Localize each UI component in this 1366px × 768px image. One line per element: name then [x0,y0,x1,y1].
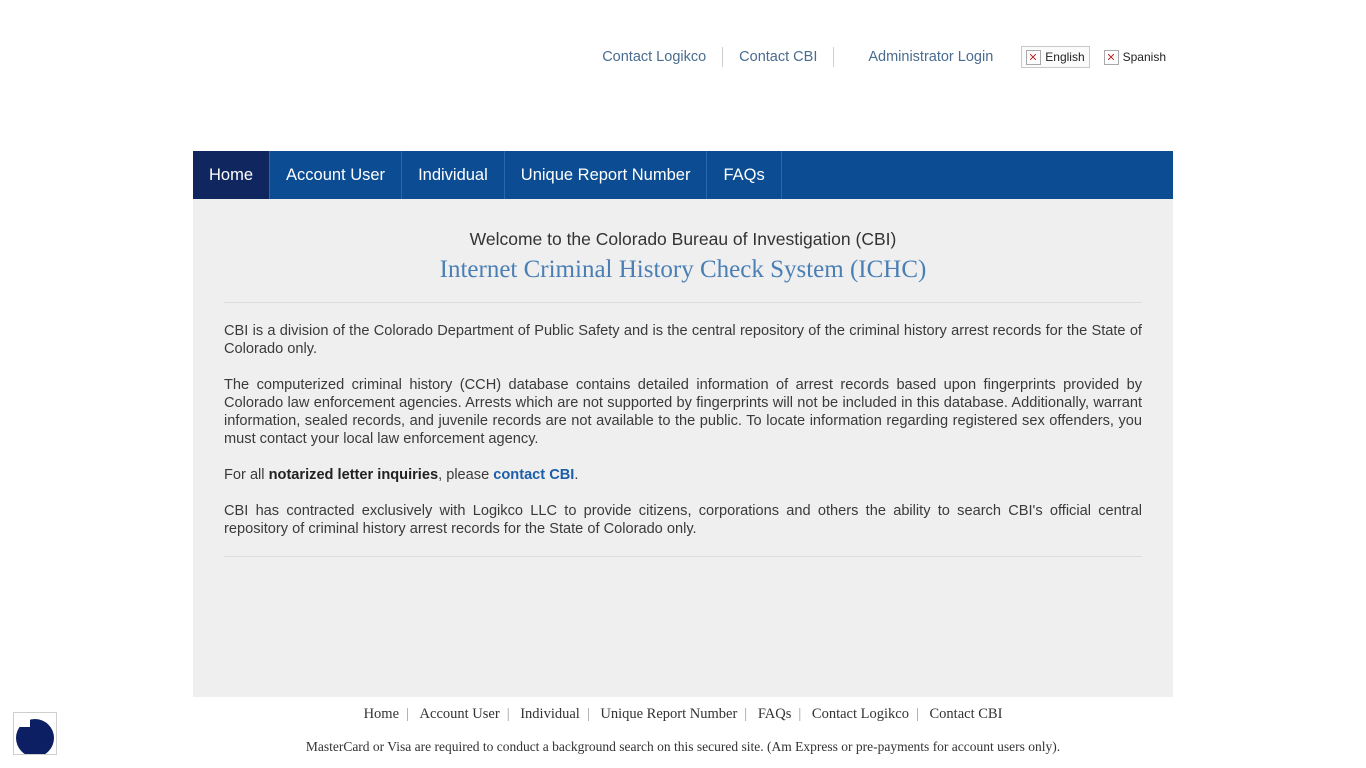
footer-link-individual[interactable]: Individual [520,706,580,722]
footer-separator: | [744,706,748,722]
divider-top [224,302,1142,303]
contact-logikco-link[interactable]: Contact Logikco [602,49,707,65]
language-english-button[interactable] [1021,46,1089,68]
nav-item-home[interactable]: Home [193,151,270,199]
footer-separator: | [406,706,409,722]
paragraph-notarized [224,466,1142,484]
notarized-middle: , please [438,467,494,483]
language-spanish-button[interactable] [1100,46,1170,68]
utility-bar [0,46,1366,68]
language-spanish-label: Spanish [1122,50,1166,64]
utility-separator-1 [722,47,723,67]
nav-item-unique-report-number[interactable]: Unique Report Number [505,151,708,199]
main-navigation [193,151,1173,199]
footer-link-unique-report-number[interactable]: Unique Report Number [600,706,738,722]
notarized-prefix: For all [224,467,269,483]
footer-link-faqs[interactable]: FAQs [757,706,792,722]
contact-cbi-link[interactable]: Contact CBI [739,49,818,65]
broken-image-icon [1026,50,1041,65]
seal-notch [16,717,30,727]
notarized-bold: notarized letter inquiries [268,467,439,483]
paragraph-database: The computerized criminal history (CCH) database contains detailed information of arrest records based upon fingerprints provided by Colorado law enforcement agencies. Arrests which are not supported by fingerprints will not be included in this database. Additionally, warrant information, sealed records, and juvenile records are not available to the public. To locate information regarding registered sex offenders, you must contact your local law enforcement agency. [224,377,1142,447]
nav-filler [782,151,1173,199]
footer-link-home[interactable]: Home [363,706,400,722]
footer-separator: | [798,706,802,722]
body-copy [193,322,1173,538]
footer-payment-note: MasterCard or Visa are required to conduct a background search on this secured site. (Am Express or pre-payments for account users only). [305,739,1061,754]
paragraph-division: CBI is a division of the Colorado Department of Public Safety and is the central repository of the criminal history arrest records for the State of Colorado only. [224,323,1142,357]
welcome-heading: Welcome to the Colorado Bureau of Investigation (CBI) [469,229,897,249]
content-area [193,199,1173,697]
seal-badge [13,712,57,755]
administrator-login-link[interactable]: Administrator Login [868,49,994,65]
contact-cbi-inline-link[interactable]: contact CBI [493,467,575,483]
utility-separator-2 [833,47,834,67]
footer-link-contact-cbi[interactable]: Contact CBI [929,706,1003,722]
nav-item-individual[interactable]: Individual [402,151,505,199]
broken-image-icon [1104,50,1119,65]
footer-separator: | [586,706,590,722]
footer-link-contact-logikco[interactable]: Contact Logikco [811,706,909,722]
footer-link-account-user[interactable]: Account User [419,706,500,722]
paragraph-logikco: CBI has contracted exclusively with Logikco LLC to provide citizens, corporations and others the ability to search CBI's official central repository of criminal history arrest records for the State of Colorado only. [224,503,1142,537]
footer-separator: | [915,706,919,722]
main-container [193,151,1173,697]
nav-item-account-user[interactable]: Account User [270,151,402,199]
footer [0,706,1366,755]
language-english-label: English [1045,50,1085,64]
nav-item-faqs[interactable]: FAQs [707,151,781,199]
notarized-suffix: . [574,467,579,483]
footer-navigation [0,706,1366,723]
content-spacer [193,557,1173,697]
footer-separator: | [506,706,510,722]
system-title: Internet Criminal History Check System (ICHC) [439,256,927,283]
